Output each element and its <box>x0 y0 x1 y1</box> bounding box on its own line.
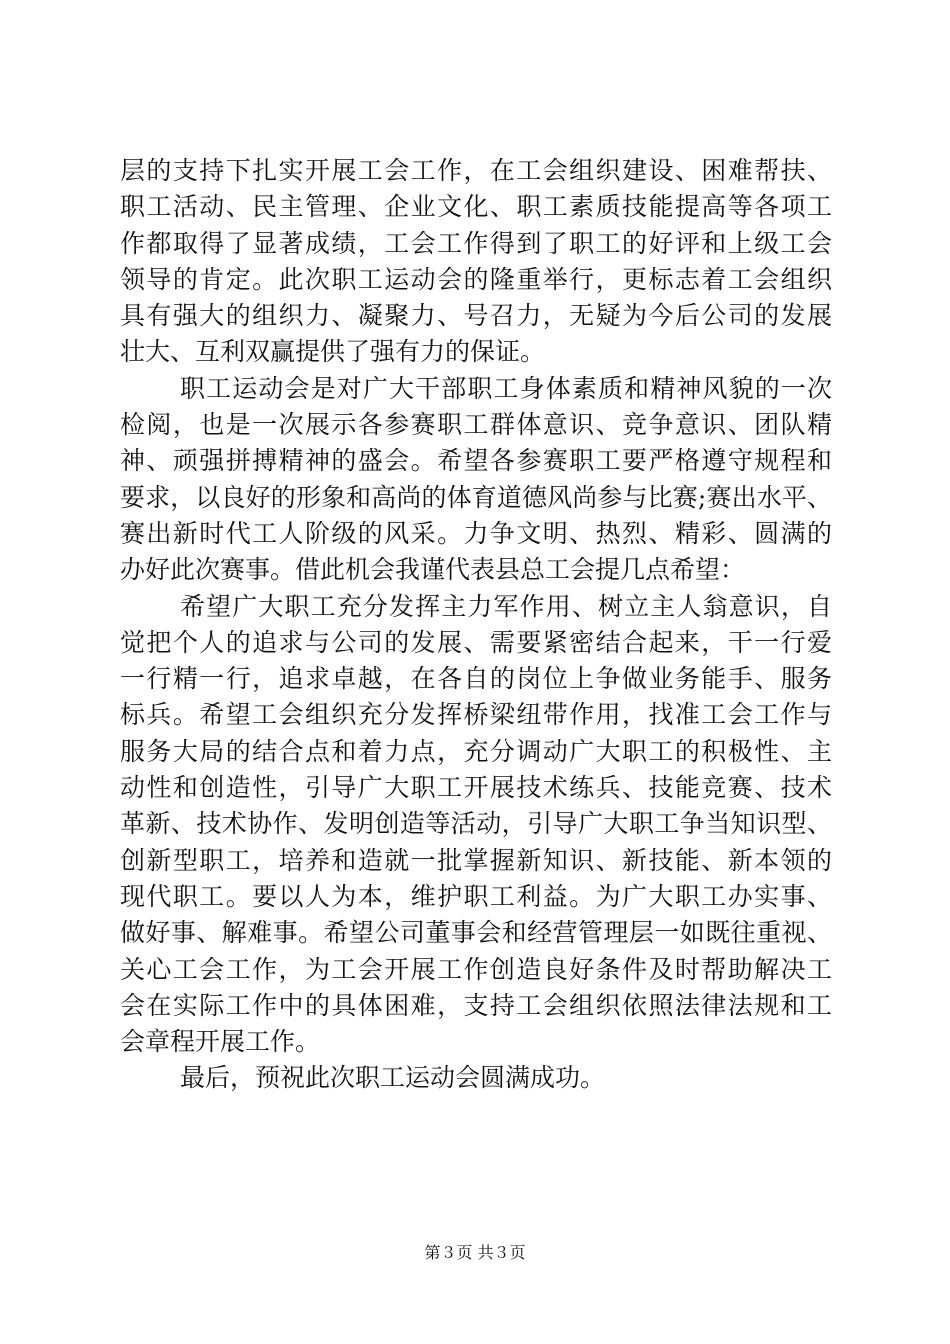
paragraph-line: 革新、技术协作、发明创造等活动，引导广大职工争当知识型、 <box>120 809 832 839</box>
paragraph-line: 标兵。希望工会组织充分发挥桥梁纽带作用，找准工会工作与 <box>120 700 832 730</box>
paragraph-line: 层的支持下扎实开展工会工作，在工会组织建设、困难帮扶、 <box>120 156 832 185</box>
paragraph-line: 最后，预祝此次职工运动会圆满成功。 <box>180 1063 606 1093</box>
paragraph-line: 服务大局的结合点和着力点，充分调动广大职工的积极性、主 <box>120 736 832 766</box>
paragraph-line: 一行精一行，追求卓越，在各自的岗位上争做业务能手、服务 <box>120 664 832 694</box>
paragraph-line: 壮大、互利双赢提供了强有力的保证。 <box>120 337 546 367</box>
document-body <box>120 153 832 1097</box>
paragraph-line: 办好此次赛事。借此机会我谨代表县总工会提几点希望： <box>120 555 746 585</box>
paragraph-line: 检阅，也是一次展示各参赛职工群体意识、竞争意识、团队精 <box>120 410 832 440</box>
paragraph-line: 现代职工。要以人为本，维护职工利益。为广大职工办实事、 <box>120 881 832 911</box>
paragraph-line: 要求，以良好的形象和高尚的体育道德风尚参与比赛;赛出水平、 <box>120 482 832 512</box>
paragraph-line: 赛出新时代工人阶级的风采。力争文明、热烈、精彩、圆满的 <box>120 518 832 548</box>
paragraph-line: 觉把个人的追求与公司的发展、需要紧密结合起来，干一行爱 <box>120 627 832 657</box>
paragraph-line: 具有强大的组织力、凝聚力、号召力，无疑为今后公司的发展 <box>120 301 832 331</box>
paragraph-line: 关心工会工作，为工会开展工作创造良好条件及时帮助解决工 <box>120 954 832 984</box>
paragraph-line: 希望广大职工充分发挥主力军作用、树立主人翁意识，自 <box>180 591 832 621</box>
paragraph-line: 会章程开展工作。 <box>120 1027 321 1057</box>
paragraph-line: 做好事、解难事。希望公司董事会和经营管理层一如既往重视、 <box>120 918 832 948</box>
page-footer: 第３页 共３页 <box>424 1243 526 1262</box>
paragraph-line: 职工活动、民主管理、企业文化、职工素质技能提高等各项工 <box>120 192 832 222</box>
paragraph-line: 神、顽强拼搏精神的盛会。希望各参赛职工要严格遵守规程和 <box>120 446 832 476</box>
paragraph-line: 创新型职工，培养和造就一批掌握新知识、新技能、新本领的 <box>120 845 832 875</box>
paragraph-line: 领导的肯定。此次职工运动会的隆重举行，更标志着工会组织 <box>120 264 832 294</box>
paragraph-line: 作都取得了显著成绩，工会工作得到了职工的好评和上级工会 <box>120 228 832 258</box>
paragraph-line: 职工运动会是对广大干部职工身体素质和精神风貌的一次 <box>180 373 832 403</box>
paragraph-line: 会在实际工作中的具体困难，支持工会组织依照法律法规和工 <box>120 990 832 1020</box>
paragraph-line: 动性和创造性，引导广大职工开展技术练兵、技能竞赛、技术 <box>120 773 832 803</box>
